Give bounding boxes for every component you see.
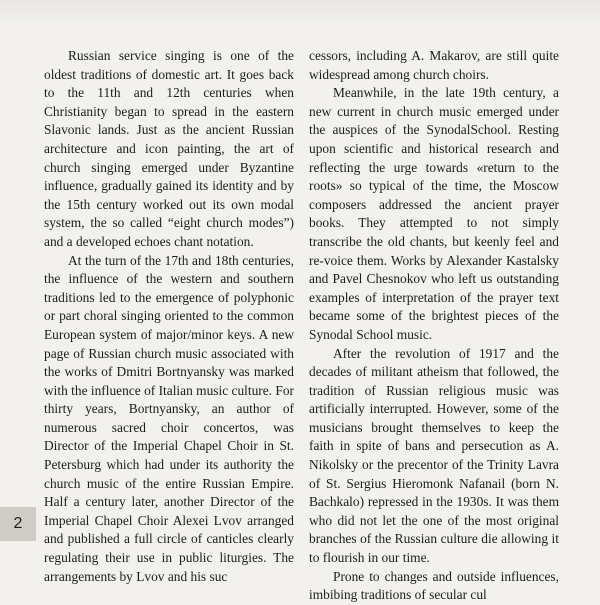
paragraph-continuation: cessors, including A. Makarov, are still quite widespread among church choirs. <box>309 48 559 82</box>
paragraph-origins: Russian service singing is one of the oldest traditions of domestic art. It goes back to the 11th and 12th centuries when Christianity began to spread in the eastern Slavonic lands. Just as the ancient Russian architecture and icon painting, the art of church singing emerged under Byzantine influence, gradually gained its identity and by the 15th century worked out its own modal system, the so called “eight church modes”) and a developed echoes chant notation. <box>44 48 294 249</box>
page-number-badge <box>0 507 36 541</box>
paragraph-polyphony: At the turn of the 17th and 18th centuries, the influence of the western and southern traditions led to the emergence of polyphonic or part choral singing oriented to the common European system of major/minor keys. A new page of Russian church music associated with the works of Dmitri Bortnyansky was marked with the influence of Italian music culture. For thirty years, Bortnyansky, an author of numerous sacred choir concertos, was Director of the Imperial Chapel Choir in St. Petersburg which had under its authority the church music of the entire Russian Empire. Half a century later, another Director of the Imperial Chapel Choir Alexei Lvov arranged and published a full circle of canticles clearly regulating their use in public liturgies. The arrangements by Lvov and his suc <box>44 252 294 584</box>
page-number: 2 <box>13 515 23 532</box>
paragraph-synodal-school: Meanwhile, in the late 19th century, a new current in church music emerged under the auspices of the SynodalSchool. Resting upon scientific and historical research and reflecting the urge towards «return to the roots» so typical of the time, the Moscow composers addressed the ancient prayer books. They attempted to not simply transcribe the old chants, but keenly feel and re-voice them. Works by Alexander Kastalsky and Pavel Chesnokov who left us outstanding examples of interpretation of the prayer text became some of the brightest pieces of the Synodal School music. <box>309 85 559 342</box>
top-page-strip <box>0 0 600 22</box>
paragraph-revolution: After the revolution of 1917 and the decades of militant atheism that followed, the tradition of Russian religious music was artificially interrupted. However, some of the musicians brought themselves to keep the faith in spite of bans and persecution as A. Nikolsky or the precentor of the Trinity Lavra of St. Sergius Hieromonk Nafanail (born N. Bachkalo) repressed in the 1930s. It was them who did not let the one of the most original branches of the Russian culture die allowing it to flourish in our time. <box>309 345 559 566</box>
left-text-column <box>44 47 294 586</box>
right-text-column <box>309 47 559 605</box>
paragraph-secular-influences: Prone to changes and outside influences, imbibing traditions of secular cul <box>309 568 559 603</box>
